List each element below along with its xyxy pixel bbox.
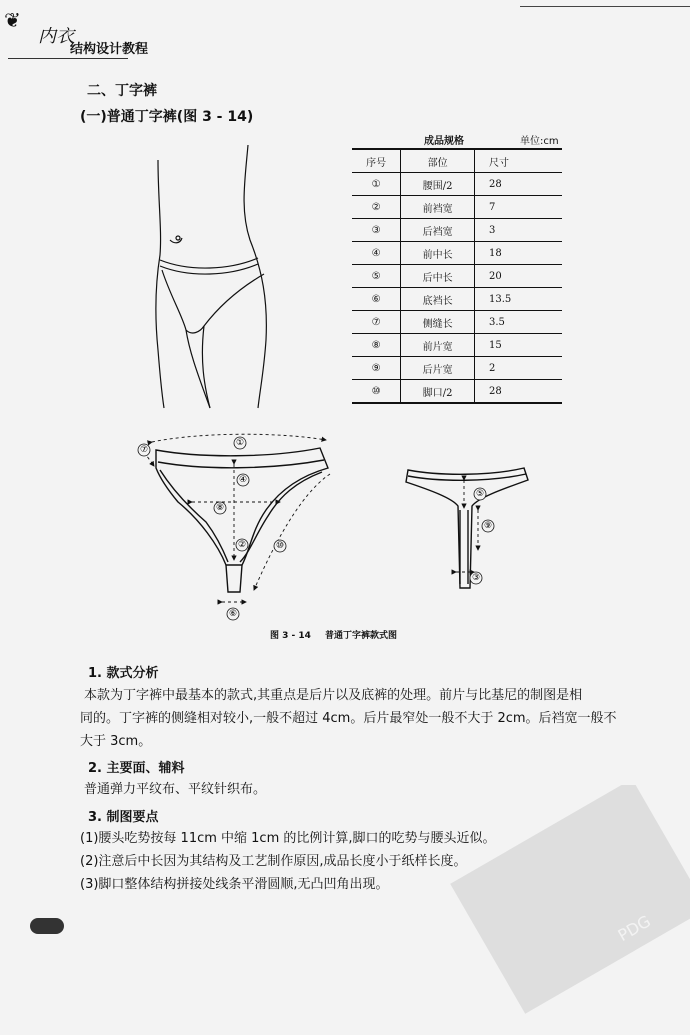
front-label-10: ⑩ — [275, 541, 285, 551]
header-part: 部位 — [401, 149, 475, 173]
list-item: (3)脚口整体结构拼接处线条平滑圆顺,无凸凹角出现。 — [80, 877, 389, 892]
header-size: 尺寸 — [475, 149, 562, 173]
cell-size: 7 — [475, 196, 562, 219]
header-script: 内衣 — [38, 26, 74, 47]
cell-part: 后片宽 — [401, 357, 475, 380]
figure-title: 普通丁字裤款式图 — [324, 631, 397, 641]
table-row — [352, 173, 562, 196]
cell-index: ④ — [352, 242, 401, 265]
back-label-5: ⑤ — [475, 489, 485, 499]
table-row — [352, 265, 562, 288]
stamp-text: PDG — [614, 911, 654, 946]
cell-size: 20 — [475, 265, 562, 288]
front-label-4: ④ — [238, 475, 248, 485]
table-title: 成品规格 — [424, 136, 464, 147]
paragraph-line: 同的。丁字裤的侧缝相对较小,一般不超过 4cm。后片最窄处一般不大于 2cm。后裆宽一般不 — [80, 711, 617, 726]
header-rule — [8, 58, 128, 59]
watermark-stamp — [450, 785, 690, 1035]
cell-index: ① — [352, 173, 401, 196]
table-row — [352, 334, 562, 357]
table-row — [352, 242, 562, 265]
back-label-3: ③ — [471, 573, 481, 583]
body-figure-illustration — [140, 140, 290, 410]
spec-table — [352, 148, 562, 404]
cell-index: ⑨ — [352, 357, 401, 380]
paragraph-materials: 普通弹力平纹布、平纹针织布。 — [84, 782, 267, 797]
cell-index: ③ — [352, 219, 401, 242]
front-piece-diagram — [130, 430, 350, 625]
cell-index: ⑥ — [352, 288, 401, 311]
cell-part: 脚口/2 — [401, 380, 475, 404]
front-label-6: ⑥ — [228, 609, 238, 619]
page-number-mark — [30, 918, 64, 934]
figure-caption — [270, 628, 397, 641]
cell-size: 2 — [475, 357, 562, 380]
heading-style-analysis: 1. 款式分析 — [88, 666, 159, 681]
cell-part: 前片宽 — [401, 334, 475, 357]
book-title: 结构设计教程 — [70, 42, 149, 57]
figure-number: 图 3 - 14 — [270, 631, 311, 641]
cell-part: 底裆长 — [401, 288, 475, 311]
table-header-row — [352, 149, 562, 173]
front-label-2: ② — [237, 540, 247, 550]
list-item: (1)腰头吃势按每 11cm 中缩 1cm 的比例计算,脚口的吃势与腰头近似。 — [80, 831, 496, 846]
cell-size: 18 — [475, 242, 562, 265]
cell-size: 28 — [475, 173, 562, 196]
cell-part: 腰围/2 — [401, 173, 475, 196]
cell-part: 前裆宽 — [401, 196, 475, 219]
table-row — [352, 380, 562, 404]
table-row — [352, 357, 562, 380]
cell-part: 后裆宽 — [401, 219, 475, 242]
front-label-7: ⑦ — [139, 445, 149, 455]
cell-part: 侧缝长 — [401, 311, 475, 334]
header-index: 序号 — [352, 149, 401, 173]
section-title: 二、丁字裤 — [87, 83, 157, 99]
table-row — [352, 288, 562, 311]
front-label-8: ⑧ — [215, 503, 225, 513]
cell-size: 28 — [475, 380, 562, 404]
cell-index: ⑩ — [352, 380, 401, 404]
cell-part: 后中长 — [401, 265, 475, 288]
top-rule — [520, 6, 690, 7]
front-label-1: ① — [235, 438, 245, 448]
cell-size: 3.5 — [475, 311, 562, 334]
cell-index: ⑦ — [352, 311, 401, 334]
cell-size: 15 — [475, 334, 562, 357]
table-row — [352, 311, 562, 334]
paragraph-line: 大于 3cm。 — [80, 734, 152, 749]
table-row — [352, 219, 562, 242]
cell-size: 13.5 — [475, 288, 562, 311]
ornament-icon: ❦ — [4, 8, 21, 32]
back-label-9: ⑨ — [483, 521, 493, 531]
paragraph-line: 本款为丁字裤中最基本的款式,其重点是后片以及底裤的处理。前片与比基尼的制图是相 — [84, 688, 583, 703]
list-item: (2)注意后中长因为其结构及工艺制作原因,成品长度小于纸样长度。 — [80, 854, 467, 869]
cell-index: ⑤ — [352, 265, 401, 288]
cell-index: ⑧ — [352, 334, 401, 357]
cell-part: 前中长 — [401, 242, 475, 265]
back-piece-diagram — [400, 460, 540, 600]
table-row — [352, 196, 562, 219]
heading-drafting-points: 3. 制图要点 — [88, 810, 159, 825]
heading-materials: 2. 主要面、辅料 — [88, 761, 185, 776]
section-subtitle: (一)普通丁字裤(图 3 - 14) — [80, 109, 254, 125]
cell-index: ② — [352, 196, 401, 219]
table-unit: 单位:cm — [520, 136, 559, 147]
cell-size: 3 — [475, 219, 562, 242]
